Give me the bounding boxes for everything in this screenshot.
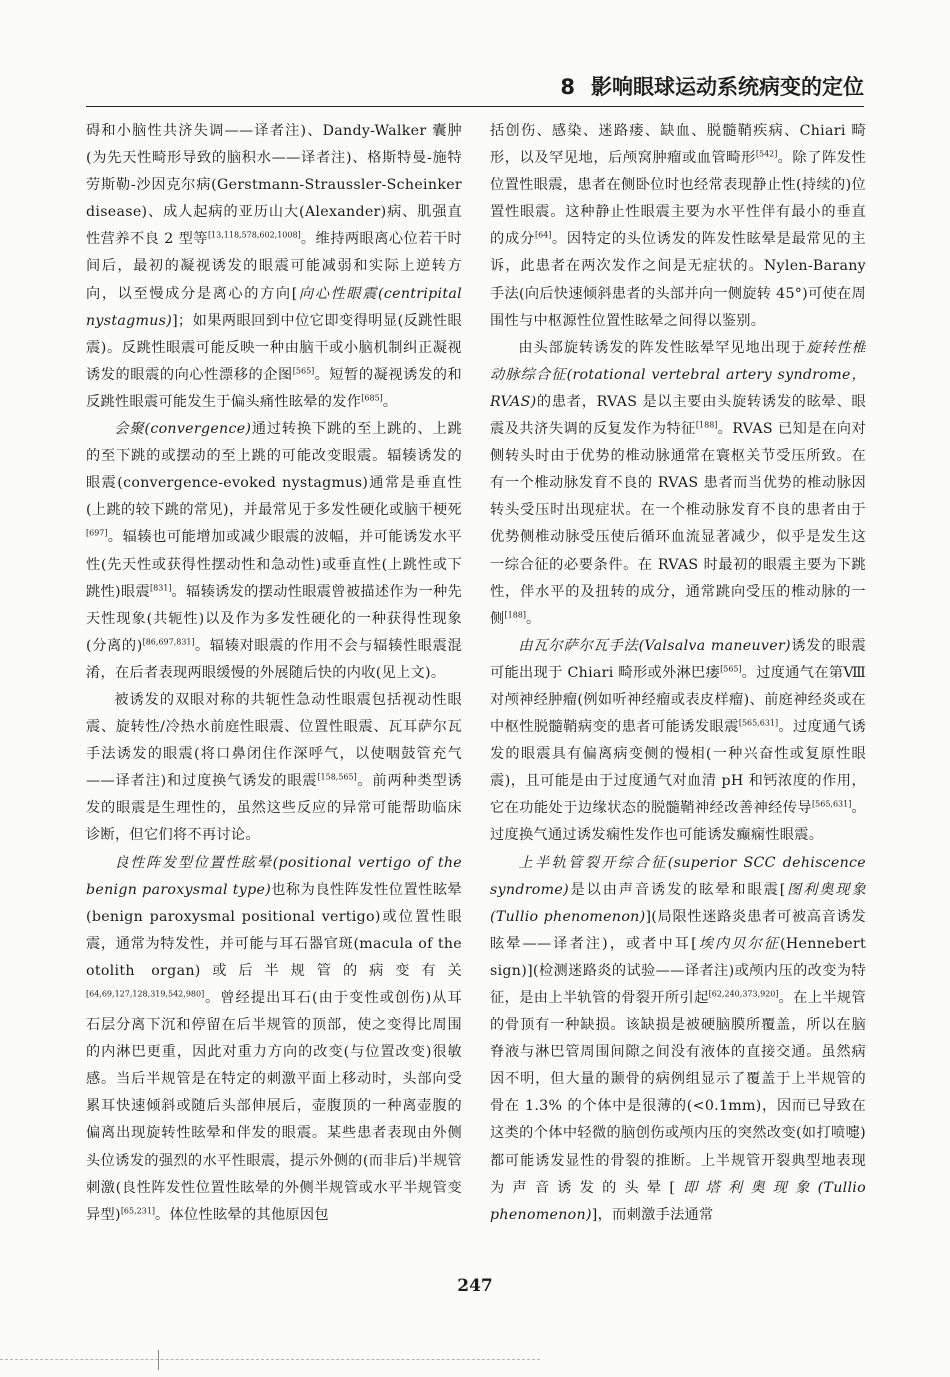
chapter-number: 8 [560,75,575,99]
text-run: 是以由声音诱发的眩晕和眼震[ [568,881,786,898]
text-run: 。因特定的头位诱发的阵发性眩晕是最常见的主诉，此患者在两次发作之间是无症状的。Nylen-Barany 手法(向后快速倾斜患者的头部并向一侧旋转 45°)可使在周围性与中枢源性位置性眩晕之间得以鉴别。 [490,231,866,329]
citation: [188] [695,420,718,430]
paragraph [490,118,866,335]
text-run: 。曾经提出耳石(由于变性或创伤)从耳石层分离下沉和停留在后半规管的顶部，使之变得比周围的内淋巴更重，因此对重力方向的改变(与位置改变)很敏感。当后半规管是在特定的刺激平面上移动时，头部向受累耳快速倾斜或随后头部伸展后，壶腹顶的一种离壶腹的偏离出现旋转性眩晕和伴发的眼震。某些患者表现由外侧头位诱发的强烈的水平性眼震，提示外侧的(而非后)半规管刺激(良性阵发性位置性眩晕的外侧半规管或水平半规管变异型) [86,990,462,1223]
citation: [685] [361,393,383,403]
text-run: ](局限性迷路炎患者可被高音诱发眩晕——译者注)，或者中耳[ [490,908,866,952]
text-run: 。过度换气通过诱发痫性发作也可能诱发癫痫性眼震。 [490,800,866,844]
term: 旋转性椎动脉综合征(rotational vertebral artery syndrome，RVAS) [490,339,866,410]
text-run: ]；如果两眼回到中位它即变得明显(反跳性眼震)。反跳性眼震可能反映一种由脑干或小脑机制纠正凝视诱发的眼震的向心性漂移的企图 [86,312,462,383]
citation: [542] [755,149,778,159]
text-run: 。维持两眼离心位若干时间后，最初的凝视诱发的眼震可能减弱和实际上逆转方向，以至慢成分是离心的方向[ [86,231,462,302]
page-number: 247 [457,1276,493,1296]
running-header [86,70,864,104]
text-run: 诱发的眼震可能出现于 Chiari 畸形或外淋巴瘘 [490,637,866,681]
text-run: 。辐辏诱发的摆动性眼震曾被描述作为一种先天性现象(共轭性)以及作为多发性硬化的一种获得性现象(分离的) [86,583,462,654]
text-run: 。 [526,610,541,627]
citation: [188] [504,609,527,619]
term: 良性阵发型位置性眩晕(positional vertigo of the benign paroxysmal type) [86,854,462,898]
text-run: 。辐辏对眼震的作用不会与辐辏性眼震混淆，在后者表现两眼缓慢的外展随后快的内收(见上文)。 [86,637,462,681]
term: 上半轨管裂开综合征(superior SCC dehiscence syndrome) [490,854,866,898]
term: 即塔利奥现象(Tullio phenomenon) [490,1179,866,1223]
text-run: 碍和小脑性共济失调——译者注)、Dandy-Walker 囊肿(为先天性畸形导致的脑积水——译者注)、格斯特曼-施特劳斯勒-沙因克尔病(Gerstmann-Straussler-Scheinker disease)、成人起病的亚历山大(Alexander)病、肌强直性营养不良 2 型等 [86,123,462,248]
text-run: 。过度通气诱发的眼震具有偏离病变侧的慢相(一种兴奋性或复原性眼震)，且可能是由于过度通气对血清 pH 和钙浓度的作用，它在功能处于边缘状态的脱髓鞘神经改善神经传导 [490,719,866,817]
text-run: 也称为良性阵发性位置性眩晕(benign paroxysmal positional vertigo)或位置性眼震，通常为特发性，并可能与耳石器官斑(macula of the otolith organ)或后半规管的病变有关 [86,881,462,979]
text-run: 通过转换下跳的至上跳的、上跳的至下跳的或摆动的至上跳的可能改变眼震。辐辏诱发的眼震(convergence-evoked nystagmus)通常是垂直性(上跳的较下跳的常见)，并最常见于多发性硬化或脑干梗死 [86,421,462,519]
term: 图利奥现象(Tullio phenomenon) [490,881,866,925]
citation: [565] [292,366,315,376]
paragraph [490,633,866,850]
citation: [697] [86,528,108,538]
text-run: 的患者，RVAS 是以主要由头旋转诱发的眩晕、眼震及共济失调的反复发作为特征 [490,393,866,438]
paragraph [86,687,462,850]
left-column [86,118,462,1256]
text-run: 。辐辏也可能增加或减少眼震的波幅，并可能诱发水平性(先天性或获得性摆动性和急动性)或垂直性(上跳性或下跳性)眼震 [86,529,462,600]
term: 由瓦尔萨尔瓦手法(Valsalva maneuver) [518,637,791,654]
term: 向心性眼震(centripital nystagmus) [86,285,462,329]
text-run: 。在上半规管的骨顶有一种缺损。该缺损是被硬脑膜所覆盖，所以在脑脊液与淋巴管周围间隙之间没有液体的直接交通。虽然病因不明，但大量的颞骨的病例组显示了覆盖于上半规管的骨在 1.3% 的个体中是很薄的(<0.1mm)，因而已导致在这类的个体中轻微的脑创伤或颅内压的突然改变(如打喷嚏)都可能诱发显性的骨裂的推断。上半规管开裂典型地表现为声音诱发的头晕[ [490,990,866,1196]
paragraph [490,335,866,633]
term: 会聚(convergence) [114,421,252,438]
term: 埃内贝尔征 [696,935,781,952]
scan-mark [158,1350,159,1370]
citation: [86,697,831] [142,637,195,647]
scan-bottom-line [0,1359,540,1360]
text-run: 。过度通气在第Ⅷ对颅神经肿瘤(例如听神经瘤或表皮样瘤)、前庭神经炎或在中枢性脱髓鞘病变的患者可能诱发眼震 [490,664,866,736]
right-column [490,118,866,1256]
header-rule [86,106,864,107]
text-run: 。 [382,393,398,410]
paragraph [490,850,866,1229]
chapter-title: 影响眼球运动系统病变的定位 [591,75,864,99]
text-run: 。RVAS 已知是在向对侧转头时由于优势的椎动脉通常在寰枢关节受压所致。在有一个椎动脉发育不良的 RVAS 患者而当优势的椎动脉因转头受压时出现症状。在一个椎动脉发育不良的患者由于优势侧椎动脉受压使后循环血流显著减少，似乎是发生这一综合征的必要条件。在 RVAS 时最初的眼震主要为下跳性，伴水平的及扭转的成分，通常跳向受压的椎动脉的一侧 [490,421,866,627]
citation: [565,631] [738,718,779,728]
citation: [565] [720,664,742,674]
text-run: 。体位性眩晕的其他原因包 [155,1206,329,1223]
text-run: 括创伤、感染、迷路瘘、缺血、脱髓鞘疾病、Chiari 畸形，以及罕见地，后颅窝肿瘤或血管畸形 [490,123,866,167]
citation: [13,118,578,602,1008] [207,230,301,240]
citation: [158,565] [317,772,357,782]
citation: [64,69,127,128,319,542,980] [86,989,205,999]
text-run: 被诱发的双眼对称的共轭性急动性眼震包括视动性眼震、旋转性/冷热水前庭性眼震、位置性眼震、瓦耳萨尔瓦手法诱发的眼震(将口鼻闭住作深呼气，以使咽鼓管充气——译者注)和过度换气诱发的眼震 [86,691,462,790]
citation: [62,240,373,920] [708,989,779,999]
paragraph [86,850,462,1229]
text-run: 。短暂的凝视诱发的和反跳性眼震可能发生于偏头痛性眩晕的发作 [86,366,462,410]
citation: [565,631] [812,799,852,809]
paragraph [86,118,462,416]
citation: [831] [149,582,172,592]
citation: [65,231] [120,1206,156,1216]
paragraph [86,416,462,687]
text-run: ]，而刺激手法通常 [591,1206,714,1223]
text-run: 由头部旋转诱发的阵发性眩晕罕见地出现于 [518,339,807,356]
text-run: 。前两种类型诱发的眼震是生理性的，虽然这些反应的异常可能帮助临床诊断，但它们将不再讨论。 [86,773,462,844]
text-run: (Hennebert sign)](检测迷路炎的试验——译者注)或颅内压的改变为特征，是由上半轨管的骨裂开所引起 [490,935,866,1006]
text-run: 。除了阵发性位置性眼震，患者在侧卧位时也经常表现静止性(持续的)位置性眼震。这种静止性眼震主要为水平性伴有最小的垂直的成分 [490,150,866,248]
citation: [64] [534,230,552,240]
